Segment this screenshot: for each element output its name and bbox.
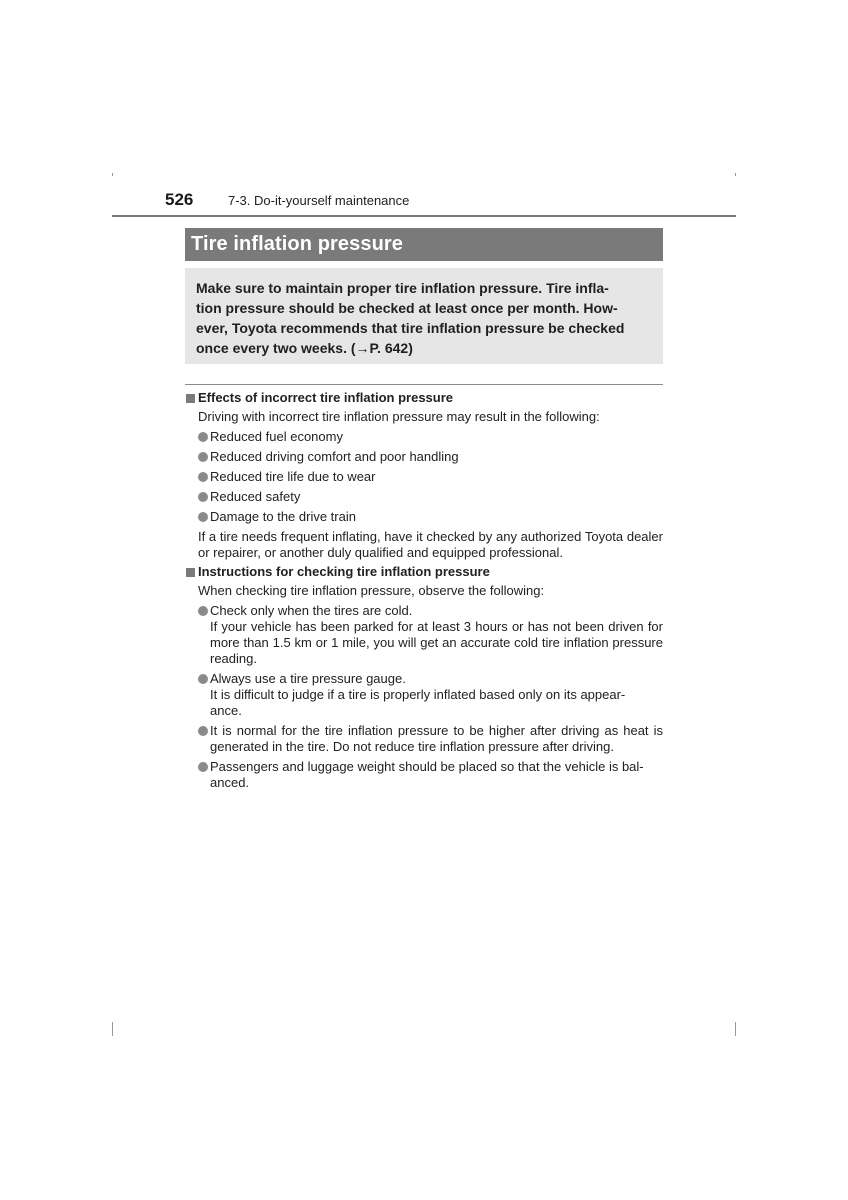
section-heading-text: Effects of incorrect tire inflation pressure: [198, 390, 454, 405]
circle-bullet-icon: [198, 452, 208, 462]
intro-box: [185, 268, 663, 364]
circle-bullet-icon: [198, 726, 208, 736]
running-header: [165, 190, 409, 210]
circle-bullet-icon: [198, 512, 208, 522]
crop-mark-bottom-left: [112, 1022, 113, 1036]
list-item: [198, 723, 663, 755]
section-label: 7-3. Do-it-yourself maintenance: [228, 193, 410, 208]
section-note: If a tire needs frequent inflating, have it checked by any authorized Toyota dealer or repairer, or another duly qualified and equipped professional.: [198, 529, 663, 560]
section-heading-text: Instructions for checking tire inflation pressure: [198, 564, 490, 579]
list-item-main: Check only when the tires are cold.: [210, 603, 413, 618]
intro-text: Make sure to maintain proper tire inflation pressure. Tire infla- tion pressure should be checked at least once per month. How- ever, Toyota recommends that tire inflation pressure be checked once every two weeks. (→P. 642): [196, 280, 625, 356]
square-bullet-icon: [186, 394, 195, 403]
circle-bullet-icon: [198, 432, 208, 442]
list-item: Damage to the drive train: [198, 509, 663, 525]
square-bullet-icon: [186, 568, 195, 577]
circle-bullet-icon: [198, 492, 208, 502]
circle-bullet-icon: [198, 472, 208, 482]
header-rule: [112, 215, 736, 217]
effects-list: [185, 429, 663, 525]
list-item: [198, 603, 663, 667]
title-bar: [185, 228, 663, 261]
crop-mark-top-left: [112, 173, 113, 176]
circle-bullet-icon: [198, 762, 208, 772]
list-item-main: Passengers and luggage weight should be placed so that the vehicle is bal- anced.: [210, 759, 644, 790]
section-heading: [185, 390, 663, 406]
list-item-detail: If your vehicle has been parked for at least 3 hours or has not been driven for more than 1.5 km or 1 mile, you will get an accurate cold tire inflation pressure reading.: [210, 619, 663, 666]
page-number: 526: [165, 190, 194, 209]
crop-mark-bottom-right: [735, 1022, 736, 1036]
circle-bullet-icon: [198, 674, 208, 684]
list-item: Reduced tire life due to wear: [198, 469, 663, 485]
list-item-main: Always use a tire pressure gauge.: [210, 671, 406, 686]
list-item: [198, 759, 663, 791]
instructions-list: [185, 603, 663, 791]
list-item: [198, 671, 663, 719]
page-title: Tire inflation pressure: [191, 233, 403, 255]
section-lead: Driving with incorrect tire inflation pressure may result in the following:: [198, 409, 600, 424]
list-item: Reduced safety: [198, 489, 663, 505]
list-item: Reduced fuel economy: [198, 429, 663, 445]
list-item: Reduced driving comfort and poor handling: [198, 449, 663, 465]
section-lead: When checking tire inflation pressure, observe the following:: [198, 583, 545, 598]
list-item-detail: It is difficult to judge if a tire is properly inflated based only on its appear- ance.: [210, 687, 626, 718]
content: [185, 390, 663, 795]
crop-mark-top-right: [735, 173, 736, 176]
list-item-main: It is normal for the tire inflation pressure to be higher after driving as heat is generated in the tire. Do not reduce tire inflation pressure after driving.: [210, 723, 663, 754]
section-heading: [185, 564, 663, 580]
section-rule: [185, 384, 663, 385]
circle-bullet-icon: [198, 606, 208, 616]
